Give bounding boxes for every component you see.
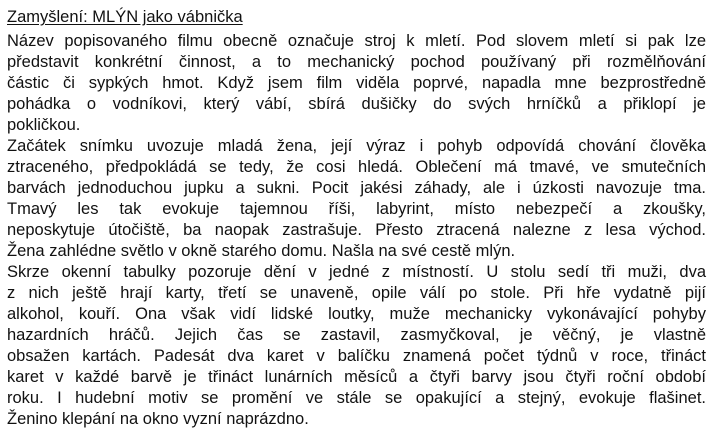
text-line: roku. I hudební motiv se promění ve stále se opakující a stejný, evokuje flašinet. bbox=[7, 389, 706, 407]
text-line: barvách jednoduchou jupku a sukni. Pocit jakési záhady, ale i úzkosti navozuje tma. bbox=[7, 179, 706, 197]
text-line: Ženino klepání na okno vyzní naprázdno. bbox=[7, 410, 309, 428]
text-line: z nich ještě hrají karty, třetí se unaveně, opile válí po stole. Při hře vydatně pijí bbox=[7, 284, 706, 302]
text-line: Název popisovaného filmu obecně označuje stroj k mletí. Pod slovem mletí si pak lze bbox=[7, 32, 706, 50]
text-line: pokličkou. bbox=[7, 116, 81, 134]
document-title: Zamyšlení: MLÝN jako vábnička bbox=[7, 8, 243, 26]
text-line: Skrze okenní tabulky pozoruje dění v jedné z místností. U stolu sedí tři muži, dva bbox=[7, 263, 706, 281]
text-line: hazardních hráčů. Jejich čas se zastavil, zasmyčkoval, je věčný, je vlastně bbox=[7, 326, 706, 344]
text-line: karet v každé barvě je třináct lunárních měsíců a čtyři barvy jsou čtyři roční období bbox=[7, 368, 706, 386]
text-line: Tmavý les tak evokuje tajemnou říši, labyrint, místo nebezpečí a zkoušky, bbox=[7, 200, 706, 218]
text-line: ztraceného, předpokládá se tedy, že cosi hledá. Oblečení má tmavé, ve smutečních bbox=[7, 158, 706, 176]
text-line: částic či sypkých hmot. Když jsem film viděla poprvé, napadla mne bezprostředně bbox=[7, 74, 706, 92]
text-line: představit konkrétní činnost, a to mechanický pochod používaný při rozmělňování bbox=[7, 53, 706, 71]
text-line: Začátek snímku uvozuje mladá žena, její výraz i pohyb odpovídá chování člověka bbox=[7, 137, 706, 155]
text-line: pohádka o vodníkovi, který vábí, sbírá dušičky do svých hrníčků a přiklopí je bbox=[7, 95, 706, 113]
text-line: obsažen kartách. Padesát dva karet v balíčku znamená počet týdnů v roce, třináct bbox=[7, 347, 706, 365]
text-line: Žena zahlédne světlo v okně starého domu. Našla na své cestě mlýn. bbox=[7, 242, 516, 260]
text-line: neposkytuje útočiště, ba naopak zastrašuje. Přesto ztracená nalezne z lesa východ. bbox=[7, 221, 706, 239]
text-line: alkohol, kouří. Ona však vidí lidské loutky, muže mechanicky vykonávající pohyby bbox=[7, 305, 706, 323]
